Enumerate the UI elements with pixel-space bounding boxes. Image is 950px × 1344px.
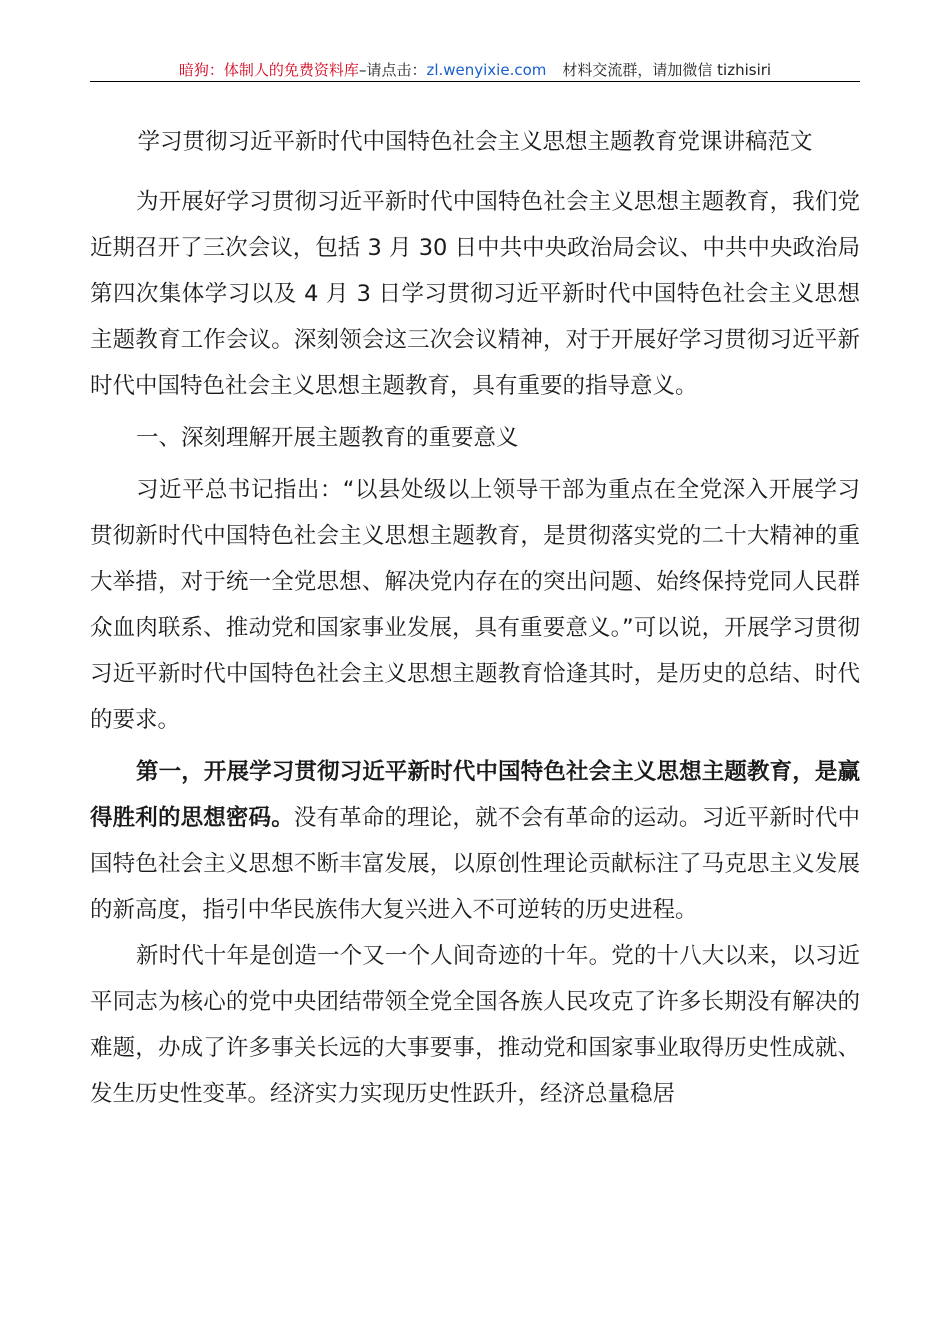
- header-contact: 材料交流群，请加微信 tizhisiri: [562, 61, 772, 79]
- first-point-lead: 第一，开展学习贯彻习近平新时代中国特色社会主义思想主题教育，是赢得胜利的思想密码。: [90, 759, 860, 831]
- paragraph-new-era: 新时代十年是创造一个又一个人间奇迹的十年。党的十八大以来，以习近平同志为核心的党中央团结带领全党全国各族人民攻克了许多长期没有解决的难题，办成了许多事关长远的大事要事，推动党和国家事业取得历史性成就、发生历史性变革。经济实力实现历史性跃升，经济总量稳居: [90, 943, 860, 1107]
- header-brand[interactable]: 暗狗：体制人的免费资料库: [178, 61, 359, 79]
- page-header: [90, 58, 860, 82]
- paragraph-intro: 为开展好学习贯彻习近平新时代中国特色社会主义思想主题教育，我们党近期召开了三次会议，包括 3 月 30 日中共中央政治局会议、中共中央政治局第四次集体学习以及 4 月 3 日学习贯彻习近平新时代中国特色社会主义思想主题教育工作会议。深刻领会这三次会议精神，对于开展好学习贯彻习近平新时代中国特色社会主义思想主题教育，具有重要的指导意义。: [90, 189, 860, 399]
- paragraph-quote: 习近平总书记指出：“以县处级以上领导干部为重点在全党深入开展学习贯彻新时代中国特色社会主义思想主题教育，是贯彻落实党的二十大精神的重大举措，对于统一全党思想、解决党内存在的突出问题、始终保持党同人民群众血肉联系、推动党和国家事业发展，具有重要意义。”可以说，开展学习贯彻习近平新时代中国特色社会主义思想主题教育恰逢其时，是历史的总结、时代的要求。: [90, 477, 860, 733]
- header-divider: [90, 81, 860, 82]
- section-heading: 一、深刻理解开展主题教育的重要意义: [136, 425, 519, 451]
- header-link-prefix: –请点击：: [358, 61, 427, 79]
- header-website-link[interactable]: zl.wenyixie.com: [426, 61, 547, 79]
- document-body: [90, 179, 860, 1117]
- first-point-body: 没有革命的理论，就不会有革命的运动。习近平新时代中国特色社会主义思想不断丰富发展，以原创性理论贡献标注了马克思主义发展的新高度，指引中华民族伟大复兴进入不可逆转的历史进程。: [90, 805, 860, 923]
- document-title: 学习贯彻习近平新时代中国特色社会主义思想主题教育党课讲稿范文: [137, 129, 813, 155]
- paragraph-first-point: [90, 749, 860, 933]
